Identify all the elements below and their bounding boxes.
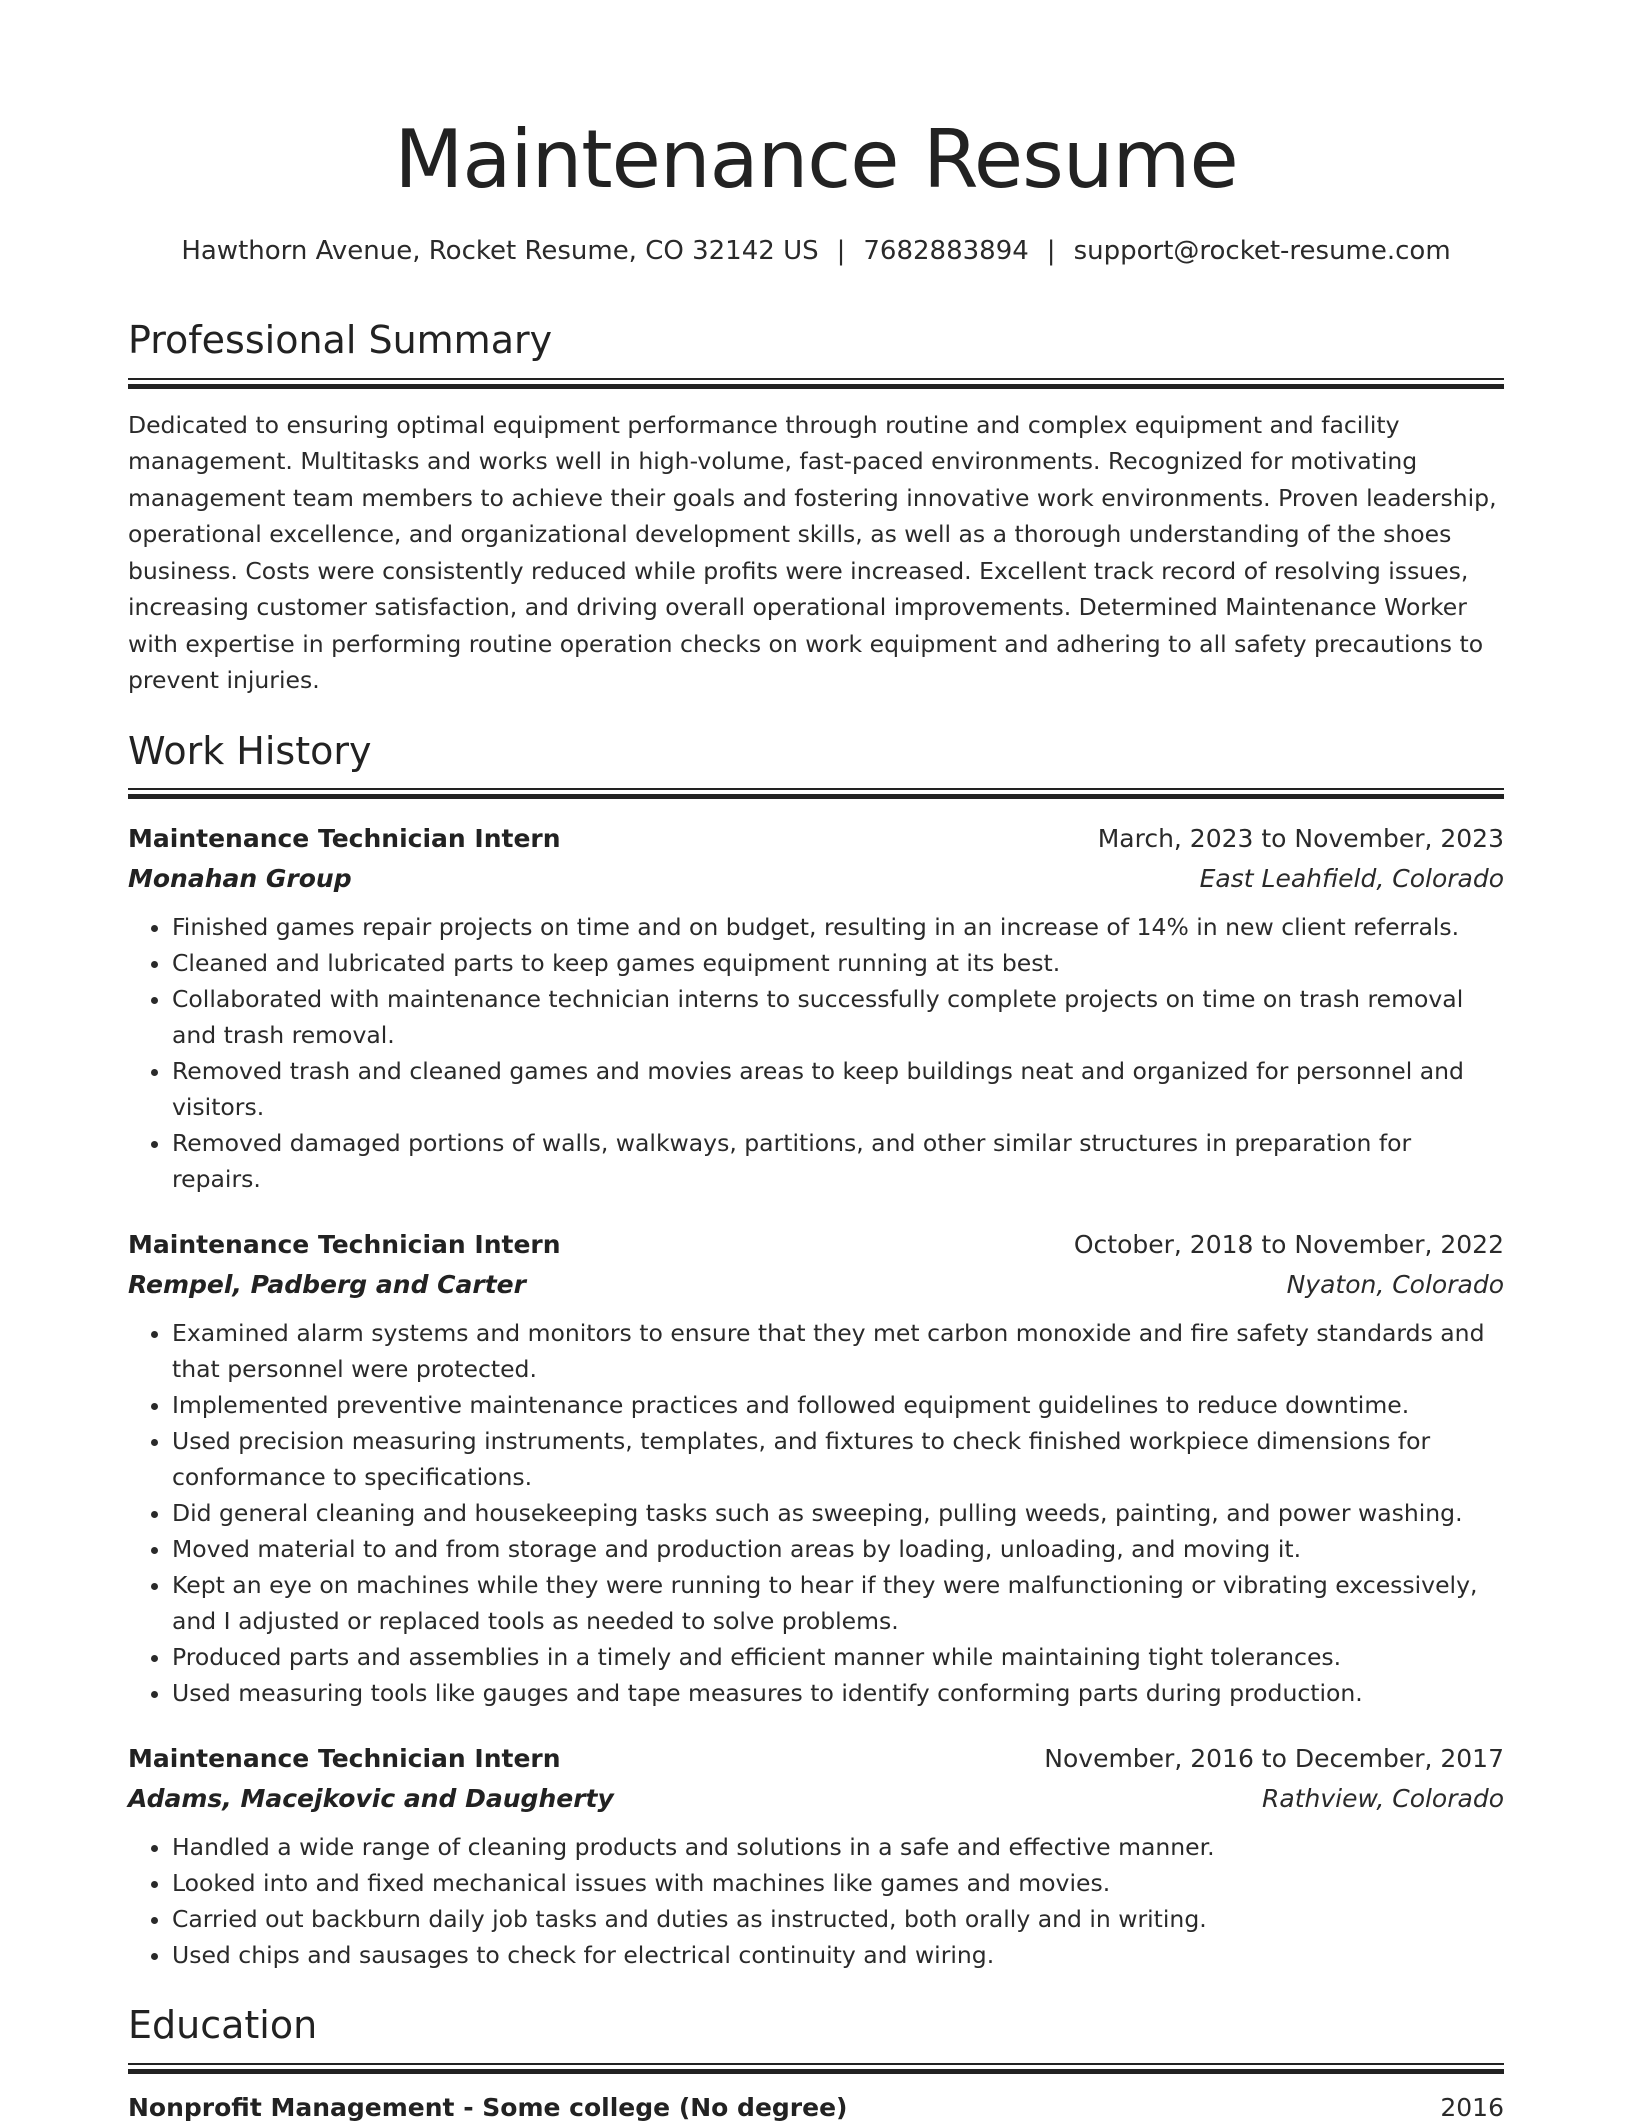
- job-bullet: • Collaborated with maintenance technician interns to successfully complete projects on time on trash removal and trash removal.: [172, 981, 1504, 1053]
- contact-line: [128, 236, 1504, 266]
- job-bullet: • Finished games repair projects on time and on budget, resulting in an increase of 14% in new client referrals.: [172, 909, 1504, 945]
- job-dates: October, 2018 to November, 2022: [1073, 1230, 1504, 1260]
- job-bullets: [128, 1829, 1504, 1973]
- contact-email: support@rocket-resume.com: [1073, 236, 1451, 266]
- section-divider: [128, 2063, 1504, 2074]
- job-company: Monahan Group: [128, 864, 352, 894]
- job-bullet: • Implemented preventive maintenance practices and followed equipment guidelines to reduce downtime.: [172, 1387, 1504, 1423]
- job-bullet: • Used measuring tools like gauges and tape measures to identify conforming parts during production.: [172, 1675, 1504, 1711]
- job-bullet: • Moved material to and from storage and production areas by loading, unloading, and moving it.: [172, 1531, 1504, 1567]
- job-bullet: • Cleaned and lubricated parts to keep games equipment running at its best.: [172, 945, 1504, 981]
- job-bullets: [128, 1315, 1504, 1711]
- section-divider: [128, 788, 1504, 799]
- job-dates: November, 2016 to December, 2017: [1044, 1744, 1504, 1774]
- job-company-row: [128, 1779, 1504, 1819]
- job-company-row: [128, 859, 1504, 899]
- job-title: Maintenance Technician Intern: [128, 824, 561, 854]
- job-bullet: • Removed damaged portions of walls, walkways, partitions, and other similar structures in preparation for repairs.: [172, 1125, 1504, 1197]
- job-title: Maintenance Technician Intern: [128, 1230, 561, 1260]
- education-year: 2016: [1440, 2092, 1504, 2122]
- job-bullet: • Carried out backburn daily job tasks and duties as instructed, both orally and in writing.: [172, 1901, 1504, 1937]
- job-header-row: [128, 1225, 1504, 1265]
- job-entry: [128, 1739, 1504, 1973]
- job-dates: March, 2023 to November, 2023: [1097, 824, 1504, 854]
- job-bullets: [128, 909, 1504, 1197]
- job-location: East Leahfield, Colorado: [1199, 864, 1504, 894]
- job-location: Nyaton, Colorado: [1286, 1270, 1504, 1300]
- section-divider: [128, 378, 1504, 389]
- job-bullet: • Produced parts and assemblies in a timely and efficient manner while maintaining tight tolerances.: [172, 1639, 1504, 1675]
- education-section: [128, 2003, 1504, 2128]
- job-header-row: [128, 819, 1504, 859]
- job-bullet: • Kept an eye on machines while they were running to hear if they were malfunctioning or vibrating excessively, and I adjusted or replaced tools as needed to solve problems.: [172, 1567, 1504, 1639]
- section-title-summary: Professional Summary: [128, 318, 553, 362]
- job-location: Rathview, Colorado: [1262, 1784, 1504, 1814]
- job-bullet: • Used chips and sausages to check for electrical continuity and wiring.: [172, 1937, 1504, 1973]
- contact-address: Hawthorn Avenue, Rocket Resume, CO 32142 US: [181, 236, 819, 266]
- job-title: Maintenance Technician Intern: [128, 1744, 561, 1774]
- resume-name: Maintenance Resume: [394, 113, 1238, 206]
- job-bullet: • Used precision measuring instruments, templates, and fixtures to check finished workpiece dimensions for conformance to specifications.: [172, 1423, 1504, 1495]
- job-company-row: [128, 1265, 1504, 1305]
- contact-separator: |: [1046, 236, 1056, 266]
- job-bullet: • Examined alarm systems and monitors to ensure that they met carbon monoxide and fire safety standards and that personnel were protected.: [172, 1315, 1504, 1387]
- work-history-section: [128, 729, 1504, 1974]
- job-entry: [128, 1225, 1504, 1711]
- job-company: Adams, Macejkovic and Daugherty: [128, 1784, 614, 1814]
- summary-text: Dedicated to ensuring optimal equipment performance through routine and complex equipment and facility management. Multitasks and works well in high-volume, fast-paced environments. Recognized for motivating management team members to achieve their goals and fostering innovative work environments. Proven leadership, operational excellence, and organizational development skills, as well as a thorough understanding of the shoes business. Costs were consistently reduced while profits were increased. Excellent track record of resolving issues, increasing customer satisfaction, and driving overall operational improvements. Determined Maintenance Worker with expertise in performing routine operation checks on work equipment and adhering to all safety precautions to prevent injuries.: [128, 410, 1497, 695]
- section-title-education: Education: [128, 2003, 318, 2048]
- summary-section: [128, 318, 1504, 699]
- job-entry: [128, 819, 1504, 1197]
- job-bullet: • Removed trash and cleaned games and movies areas to keep buildings neat and organized for personnel and visitors.: [172, 1053, 1504, 1125]
- job-bullet: • Handled a wide range of cleaning products and solutions in a safe and effective manner.: [172, 1829, 1504, 1865]
- job-company: Rempel, Padberg and Carter: [128, 1270, 526, 1300]
- contact-separator: |: [836, 236, 846, 266]
- job-bullet: • Did general cleaning and housekeeping tasks such as sweeping, pulling weeds, painting, and power washing.: [172, 1495, 1504, 1531]
- contact-phone: 7682883894: [863, 236, 1029, 266]
- education-degree: Nonprofit Management - Some college (No degree): [128, 2092, 848, 2122]
- job-bullet: • Looked into and fixed mechanical issues with machines like games and movies.: [172, 1865, 1504, 1901]
- section-title-work-history: Work History: [128, 728, 372, 773]
- education-entry: [128, 2088, 1504, 2128]
- job-header-row: [128, 1739, 1504, 1779]
